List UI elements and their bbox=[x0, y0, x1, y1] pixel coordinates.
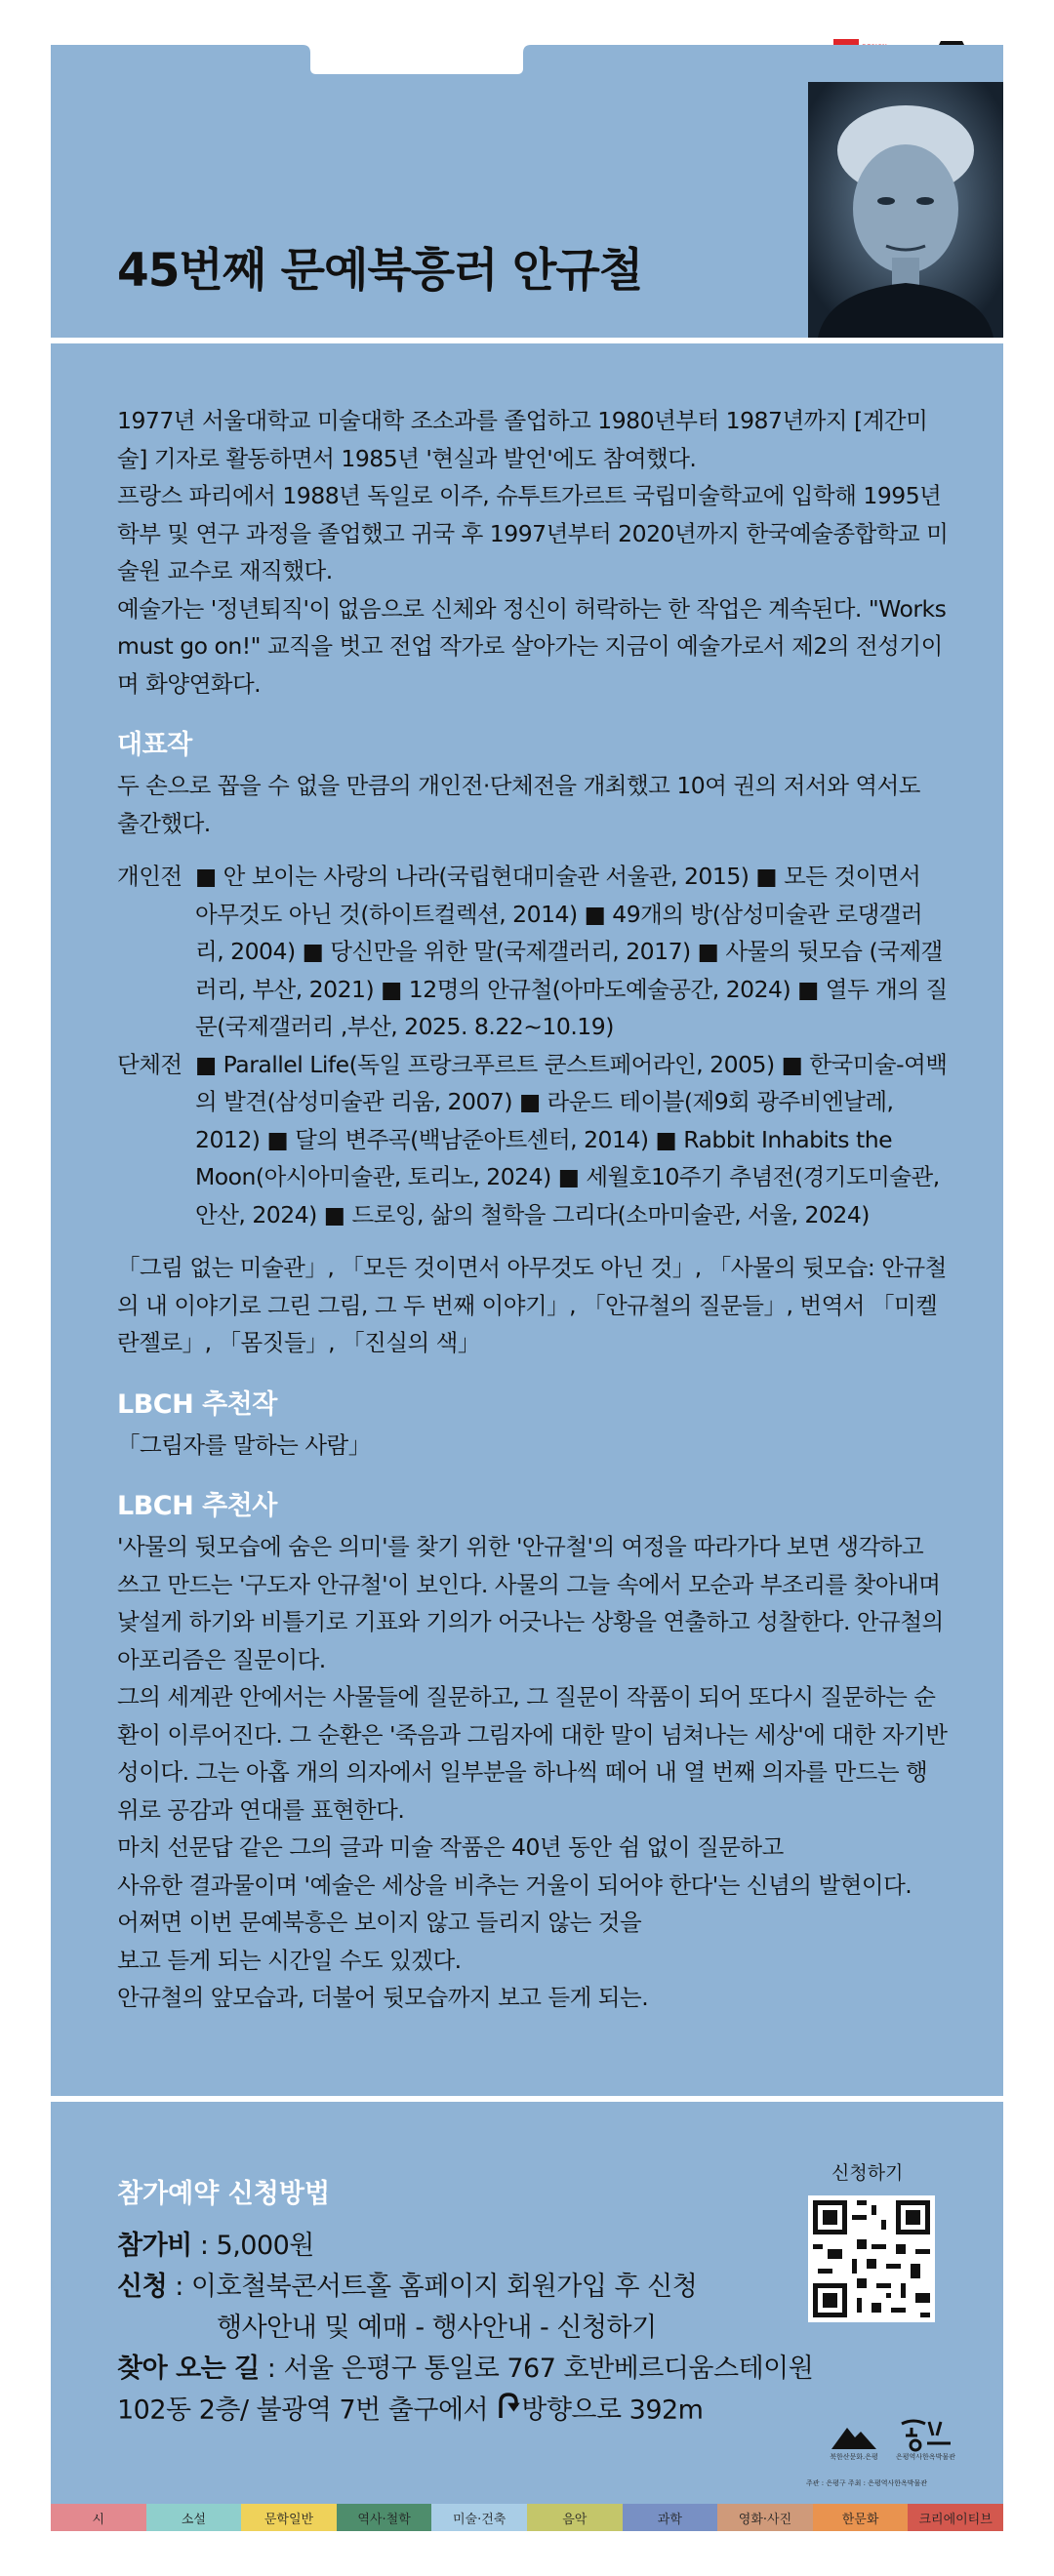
bukhansan-logo: 북한산문화.은평 bbox=[830, 2420, 878, 2461]
fee-line bbox=[117, 2227, 314, 2266]
reservation-title: 참가예약 신청방법 bbox=[117, 2179, 331, 2209]
route-line bbox=[117, 2350, 813, 2389]
category-science[interactable]: 과학 bbox=[623, 2504, 718, 2531]
artist-portrait bbox=[808, 82, 1003, 338]
portrait-image bbox=[808, 82, 1003, 338]
content-body bbox=[117, 402, 949, 2017]
recommend-work-heading: LBCH 추천작 bbox=[117, 1389, 277, 1420]
recommend-paragraph: 그의 세계관 안에서는 사물들에 질문하고, 그 질문이 작품이 되어 또다시 질문하는 순환이 이루어진다. 그 순환은 '죽음과 그림자에 대한 말이 넘쳐나는 세상'에 대한 자기반성이다. 그는 아홉 개의 의자에서 일부분을 하나씩 떼어 내 열 번째 의자를 만드는 행위로 공감과 연대를 표현한다. bbox=[117, 1683, 948, 1824]
category-music[interactable]: 음악 bbox=[527, 2504, 623, 2531]
category-art-architecture[interactable]: 미술·건축 bbox=[431, 2504, 527, 2531]
category-poetry[interactable]: 시 bbox=[51, 2504, 146, 2531]
recommend-paragraph: 사유한 결과물이며 '예술은 세상을 비추는 거울이 되어야 한다'는 신념의 발현이다. bbox=[117, 1871, 912, 1899]
route-distance: 방향으로 392m bbox=[521, 2395, 704, 2426]
solo-label: 개인전 bbox=[117, 863, 182, 890]
header-panel bbox=[51, 43, 1003, 338]
recommend-paragraph: '사물의 뒷모습에 숨은 의미'를 찾기 위한 '안규철'의 여정을 따라가다 보면 생각하고 쓰고 만드는 '구도자 안규철'이 보인다. 사물의 그늘 속에서 모순과 부조리를 찾아내며 낯설게 하기와 비틀기로 기표와 기의가 어긋나는 상황을 연출하고 성찰한다. 안규철의 아포리즘은 질문이다. bbox=[117, 1533, 944, 1673]
group-exhibitions bbox=[117, 1046, 949, 1234]
reservation-panel bbox=[51, 2102, 1003, 2504]
recommend-paragraph: 마치 선문답 같은 그의 글과 미술 작품은 40년 동안 쉼 없이 질문하고 bbox=[117, 1833, 784, 1861]
qr-code-icon[interactable] bbox=[808, 2195, 935, 2322]
content-panel bbox=[51, 343, 1003, 2096]
organizer-logos bbox=[830, 2414, 955, 2461]
recommend-reason-heading: LBCH 추천사 bbox=[117, 1491, 277, 1521]
category-history-philosophy[interactable]: 역사·철학 bbox=[337, 2504, 432, 2531]
works-summary: 두 손으로 꼽을 수 없을 만큼의 개인전·단체전을 개최했고 10여 권의 저서와 역서도 출간했다. bbox=[117, 772, 920, 837]
intro-paragraph: 프랑스 파리에서 1988년 독일로 이주, 슈투트가르트 국립미술학교에 입학해 1995년 학부 및 연구 과정을 졸업했고 귀국 후 1997년부터 2020년까지 한국예술종합학교 미술원 교수로 재직했다. bbox=[117, 482, 949, 584]
turn-arrow-icon bbox=[496, 2391, 521, 2432]
apply-line bbox=[117, 2268, 697, 2307]
intro-paragraph: 예술가는 '정년퇴직'이 없음으로 신체와 정신이 허락하는 한 작업은 계속된다. "Works must go on!" 교직을 벗고 전업 작가로 살아가는 지금이 예술가로서 제2의 전성기이며 화양연화다. bbox=[117, 594, 947, 698]
route-value: : 서울 은평구 통일로 767 호반베르디움스테이원 bbox=[259, 2354, 814, 2384]
sponsor-text: 주관 : 은평구 주최 : 은평역사한옥박물관 bbox=[806, 2479, 928, 2487]
category-korean-culture[interactable]: 한문화 bbox=[813, 2504, 909, 2531]
recommend-paragraph: 보고 듣게 되는 시간일 수도 있겠다. bbox=[117, 1946, 462, 1974]
category-creative[interactable]: 크리에이티브 bbox=[908, 2504, 1003, 2531]
fee-label: 참가비 bbox=[117, 2231, 192, 2261]
route-directions: 102동 2층/ 불광역 7번 출구에서 bbox=[117, 2395, 497, 2426]
category-novel[interactable]: 소설 bbox=[146, 2504, 242, 2531]
route-label: 찾아 오는 길 bbox=[117, 2354, 260, 2384]
page-title: 45번째 문예북흥러 안규철 bbox=[117, 244, 643, 298]
mountain-icon bbox=[830, 2420, 878, 2453]
solo-exhibitions bbox=[117, 858, 949, 1046]
apply-label: 신청 bbox=[117, 2272, 168, 2302]
recommend-paragraph: 안규철의 앞모습과, 더불어 뒷모습까지 보고 듣게 되는. bbox=[117, 1984, 649, 2011]
museum-logo: 은평역사한옥박물관 bbox=[896, 2414, 955, 2461]
intro-paragraph: 1977년 서울대학교 미술대학 조소과를 졸업하고 1980년부터 1987년까지 [계간미술] 기자로 활동하면서 1985년 '현실과 발언'에도 참여했다. bbox=[117, 407, 928, 472]
category-literature[interactable]: 문학일반 bbox=[241, 2504, 337, 2531]
group-label: 단체전 bbox=[117, 1050, 182, 1078]
group-list: ■ Parallel Life(독일 프랑크푸르트 쿤스트페어라인, 2005) ■ 한국미술-여백의 발견(삼성미술관 리움, 2007) ■ 라운드 테이블(제9회 광주비엔날레, 2012) ■ 달의 변주곡(백남준아트센터, 2014) ■ Rabbit Inhabits the Moon(아시아미술관, 토리노, 2024) ■ 세월호10주기 추념전(경기도미술관, 안산, 2024) ■ 드로잉, 삶의 철학을 그리다(소마미술관, 서울, 2024) bbox=[195, 1050, 948, 1228]
recommend-work-text: 「그림자를 말하는 사람」 bbox=[117, 1430, 371, 1459]
works-heading: 대표작 bbox=[117, 730, 192, 760]
fee-value: : 5,000원 bbox=[191, 2231, 314, 2261]
category-film-photo[interactable]: 영화·사진 bbox=[717, 2504, 813, 2531]
route-line-2 bbox=[117, 2391, 703, 2432]
solo-list: ■ 안 보이는 사랑의 나라(국립현대미술관 서울관, 2015) ■ 모든 것이면서 아무것도 아닌 것(하이트컬렉션, 2014) ■ 49개의 방(삼성미술관 로댕갤러리, 2004) ■ 당신만을 위한 말(국제갤러리, 2017) ■ 사물의 뒷모습 (국제갤러리, 부산, 2021) ■ 12명의 안규철(아마도예술공간, 2024) ■ 열두 개의 질문(국제갤러리 ,부산, 2025. 8.22~10.19) bbox=[195, 863, 948, 1040]
books-list: 「그림 없는 미술관」, 「모든 것이면서 아무것도 아닌 것」, 「사물의 뒷모습: 안규철의 내 이야기로 그린 그림, 그 두 번째 이야기」, 「안규철의 질문들」, 번역서 「미켈란젤로」, 「몸짓들」, 「진실의 색」 bbox=[117, 1254, 947, 1356]
qr-label: 신청하기 bbox=[831, 2162, 904, 2184]
category-bar bbox=[51, 2504, 1003, 2531]
hanok-icon bbox=[896, 2414, 954, 2453]
recommend-paragraph: 어쩌면 이번 문예북흥은 보이지 않고 들리지 않는 것을 bbox=[117, 1909, 642, 1936]
apply-path: 행사안내 및 예매 - 행사안내 - 신청하기 bbox=[217, 2313, 657, 2343]
apply-value: : 이호철북콘서트홀 홈페이지 회원가입 후 신청 bbox=[167, 2272, 698, 2302]
